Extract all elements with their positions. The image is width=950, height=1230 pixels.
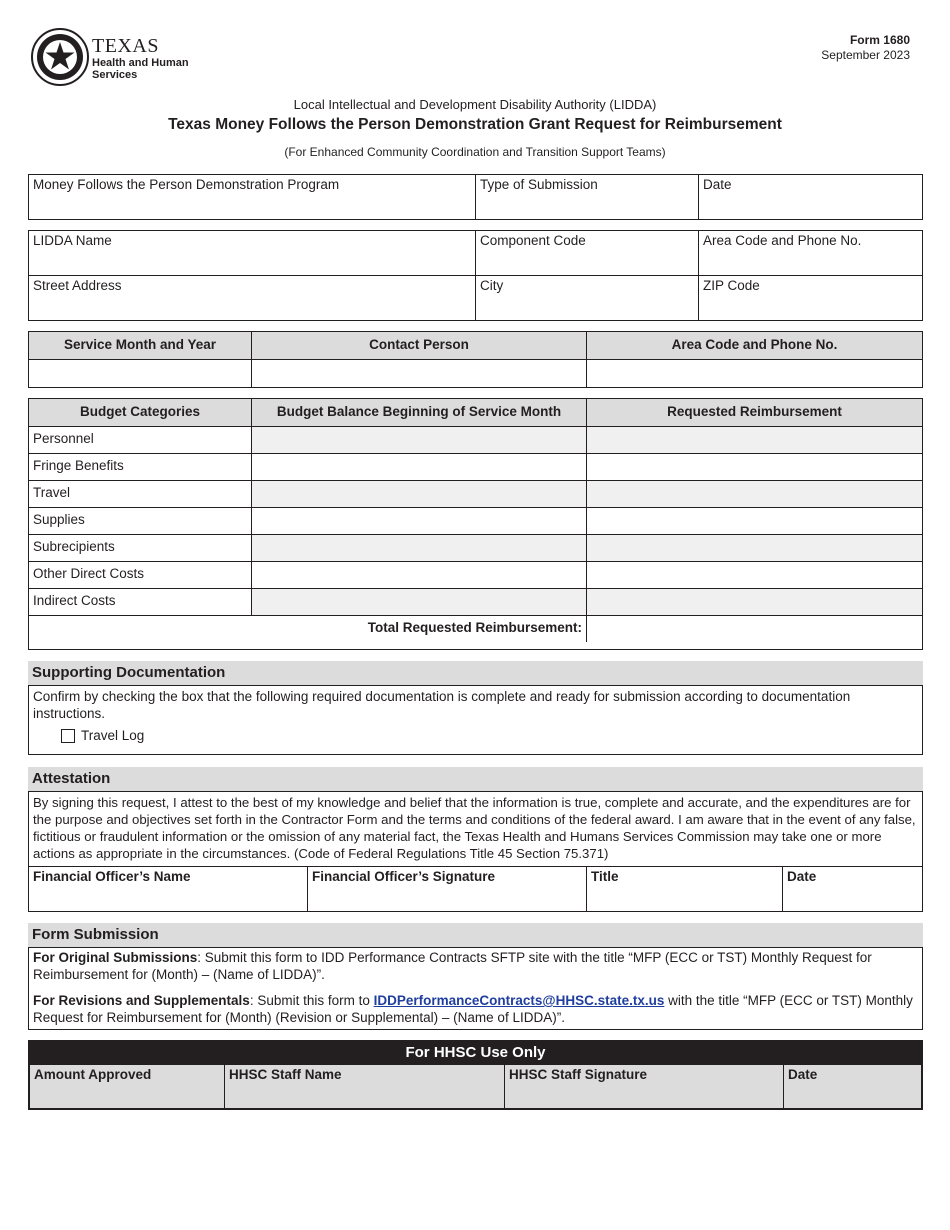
contact-phone-header: Area Code and Phone No.	[671, 337, 838, 352]
type-of-submission-field[interactable]: Type of Submission	[476, 175, 699, 219]
attestation-box	[28, 791, 923, 912]
financial-officer-signature-field[interactable]: Financial Officer’s Signature	[308, 867, 587, 911]
hhsc-use-block	[28, 1065, 923, 1110]
hhs-logo	[30, 27, 190, 89]
supporting-documentation-box	[28, 685, 923, 755]
category-label: Indirect Costs	[29, 589, 252, 615]
logo-texas-text: TEXAS	[92, 35, 159, 57]
contact-person-input[interactable]	[252, 360, 587, 387]
table-row	[29, 588, 922, 615]
texas-seal-icon	[30, 27, 90, 87]
budget-balance-input[interactable]	[252, 589, 587, 615]
budget-balance-header: Budget Balance Beginning of Service Month	[252, 399, 587, 426]
reimbursement-input[interactable]	[587, 589, 922, 615]
contact-person-header: Contact Person	[252, 332, 587, 359]
logo-subtext: Health and Human Services	[92, 57, 189, 81]
table-row	[29, 534, 922, 561]
reimbursement-input[interactable]	[587, 508, 922, 534]
form-note: (For Enhanced Community Coordination and Transition Support Teams)	[284, 145, 666, 159]
reimbursement-input[interactable]	[587, 427, 922, 453]
form-number: Form 1680	[849, 33, 910, 47]
amount-approved-field[interactable]: Amount Approved	[30, 1065, 225, 1108]
reimbursement-input[interactable]	[587, 562, 922, 588]
reimbursement-input[interactable]	[587, 535, 922, 561]
component-code-field[interactable]: Component Code	[476, 231, 699, 275]
category-label: Personnel	[29, 427, 252, 453]
form-submission-box	[28, 947, 923, 1030]
budget-balance-input[interactable]	[252, 562, 587, 588]
category-label: Fringe Benefits	[29, 454, 252, 480]
service-month-input[interactable]	[29, 360, 252, 387]
total-label: Total Requested Reimbursement:	[29, 616, 587, 642]
attestation-text: By signing this request, I attest to the best of my knowledge and belief that the information is true, complete and accurate, and the expenditures are for the purpose and objectives set forth in the Contractor Form and the terms and conditions of the federal award. I am aware that in the event of any false, fictitious or fraudulent information or the omission of any material fact, the Texas Health and Humans Services Commission may take one or more actions as appropriate in the circumstances. (Code of Federal Regulations Title 45 Section 75.371)	[33, 795, 916, 861]
budget-balance-input[interactable]	[252, 535, 587, 561]
contact-phone-input[interactable]	[587, 360, 922, 387]
date-field[interactable]: Date	[703, 177, 732, 192]
requested-reimbursement-header: Requested Reimbursement	[667, 404, 842, 419]
table-row	[29, 507, 922, 534]
table-row	[29, 426, 922, 453]
category-label: Travel	[29, 481, 252, 507]
hhsc-staff-name-field[interactable]: HHSC Staff Name	[225, 1065, 505, 1108]
table-row	[29, 561, 922, 588]
contact-table	[28, 331, 923, 388]
attestation-date-field[interactable]: Date	[787, 869, 817, 884]
hhsc-staff-signature-field[interactable]: HHSC Staff Signature	[505, 1065, 784, 1108]
lidda-phone-field[interactable]: Area Code and Phone No.	[703, 233, 862, 248]
total-reimbursement-input[interactable]	[587, 616, 922, 642]
hhsc-date-field[interactable]: Date	[788, 1067, 818, 1082]
service-month-header: Service Month and Year	[29, 332, 252, 359]
budget-balance-input[interactable]	[252, 427, 587, 453]
reimbursement-input[interactable]	[587, 481, 922, 507]
supporting-documentation-heading: Supporting Documentation	[28, 661, 923, 685]
revision-submission-text: For Revisions and Supplementals: Submit this form to IDDPerformanceContracts@HHSC.state.tx.us with the title “MFP (ECC or TST) Monthly Request for Reimbursement for (Month) (Revision or Supplemental) – (Name of LIDDA)”.	[33, 993, 913, 1025]
form-title: Texas Money Follows the Person Demonstration Grant Request for Reimbursement	[168, 116, 782, 133]
total-row	[29, 615, 922, 642]
category-label: Supplies	[29, 508, 252, 534]
budget-balance-input[interactable]	[252, 481, 587, 507]
zip-code-field[interactable]: ZIP Code	[703, 278, 760, 293]
lidda-block	[28, 230, 923, 321]
budget-categories-header: Budget Categories	[29, 399, 252, 426]
form-subtitle: Local Intellectual and Development Disability Authority (LIDDA)	[293, 97, 657, 112]
travel-log-option[interactable]	[61, 728, 918, 743]
form-submission-heading: Form Submission	[28, 923, 923, 947]
budget-balance-input[interactable]	[252, 508, 587, 534]
category-label: Subrecipients	[29, 535, 252, 561]
supporting-instructions: Confirm by checking the box that the following required documentation is complete and ready for submission according to documentation instructions.	[33, 689, 851, 721]
title-field[interactable]: Title	[587, 867, 783, 911]
financial-officer-name-field[interactable]: Financial Officer’s Name	[29, 867, 308, 911]
program-block	[28, 174, 923, 220]
budget-balance-input[interactable]	[252, 454, 587, 480]
performance-contracts-email-link[interactable]: IDDPerformanceContracts@HHSC.state.tx.us	[373, 993, 665, 1008]
city-field[interactable]: City	[476, 276, 699, 320]
program-field[interactable]: Money Follows the Person Demonstration Program	[29, 175, 476, 219]
travel-log-checkbox[interactable]	[61, 729, 75, 743]
table-row	[29, 453, 922, 480]
original-submission-text: For Original Submissions: Submit this form to IDD Performance Contracts SFTP site with the title “MFP (ECC or TST) Monthly Request for Reimbursement for (Month) – (Name of LIDDA)”.	[33, 950, 872, 982]
travel-log-label: Travel Log	[81, 728, 145, 743]
form-revision-date: September 2023	[821, 48, 910, 62]
budget-table	[28, 398, 923, 650]
street-address-field[interactable]: Street Address	[29, 276, 476, 320]
attestation-heading: Attestation	[28, 767, 923, 791]
category-label: Other Direct Costs	[29, 562, 252, 588]
table-row	[29, 480, 922, 507]
lidda-name-field[interactable]: LIDDA Name	[29, 231, 476, 275]
reimbursement-input[interactable]	[587, 454, 922, 480]
hhsc-use-only-heading: For HHSC Use Only	[28, 1040, 923, 1065]
